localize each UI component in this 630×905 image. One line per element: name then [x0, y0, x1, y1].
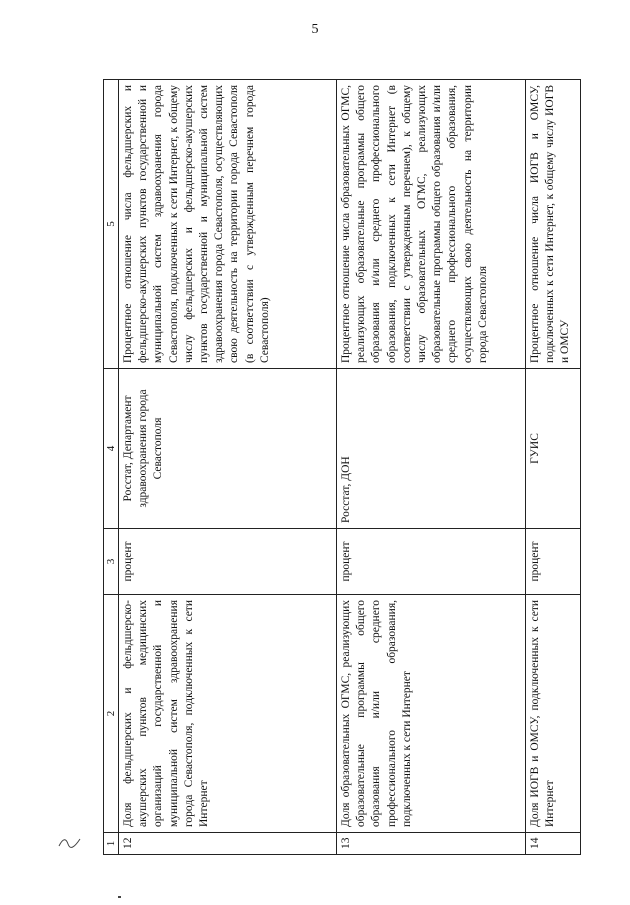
- indicator-name: Доля ИОГВ и ОМСУ, подключенных к сети Интернет: [526, 595, 581, 833]
- handwritten-mark-icon: [58, 836, 82, 850]
- source-cell: ГУИС: [526, 369, 581, 529]
- row-number: 14: [526, 833, 581, 855]
- table-header-row: [104, 80, 119, 855]
- scan-speck: [118, 896, 121, 898]
- column-number-4: 4: [104, 369, 119, 529]
- handwritten-mark: [58, 836, 82, 854]
- method-cell: Процентное отношение числа фельдшерских и фельдшерско-акушерских пунктов государственной и муниципальной систем здравоохранения города Севастополя, подключенных к сети Интернет, к общему числу фельдшерских и фельдшерско-акушерских пунктов государственной и муниципальной систем здравоохранения города Севастополя, осуществляющих свою деятельность на территории города Севастополя (в соответствии с утвержденным перечнем города Севастополя): [119, 80, 337, 369]
- unit-cell: процент: [526, 529, 581, 595]
- method-cell: Процентное отношение числа ИОГВ и ОМСУ, подключенных к сети Интернет, к общему числу ИОГВ и ОМСУ: [526, 80, 581, 369]
- column-number-1: 1: [104, 833, 119, 855]
- indicator-name: Доля фельдшерских и фельдшерско-акушерских пунктов медицинских организаций государственной и муниципальной систем здравоохранения города Севастополя, подключенных к сети Интернет: [119, 595, 337, 833]
- row-number: 12: [119, 833, 337, 855]
- indicator-name: Доля образовательных ОГМС, реализующих образовательные программы общего образования и/или среднего профессионального образования, подключенных к сети Интернет: [337, 595, 526, 833]
- unit-cell: процент: [337, 529, 526, 595]
- column-number-3: 3: [104, 529, 119, 595]
- column-number-5: 5: [104, 80, 119, 369]
- indicator-table: [103, 79, 581, 855]
- column-number-2: 2: [104, 595, 119, 833]
- source-cell: Росстат, ДОН: [337, 369, 526, 529]
- page-number: 5: [311, 22, 319, 37]
- method-cell: Процентное отношение числа образовательных ОГМС, реализующих образовательные программы общего образования и/или среднего профессионального образования, подключенных к сети Интернет (в соответствии с утвержденным перечнем), к общему числу образовательных ОГМС, реализующих образовательные программы общего образования и/или среднего профессионального образования, осуществляющих свою деятельность на территории города Севастополя: [337, 80, 526, 369]
- rotated-table-container: [103, 80, 581, 855]
- source-cell: Росстат, Департамент здравоохранения города Севастополя: [119, 369, 337, 529]
- table-row: [337, 80, 526, 855]
- table-row: [119, 80, 337, 855]
- unit-cell: процент: [119, 529, 337, 595]
- table-row: [526, 80, 581, 855]
- row-number: 13: [337, 833, 526, 855]
